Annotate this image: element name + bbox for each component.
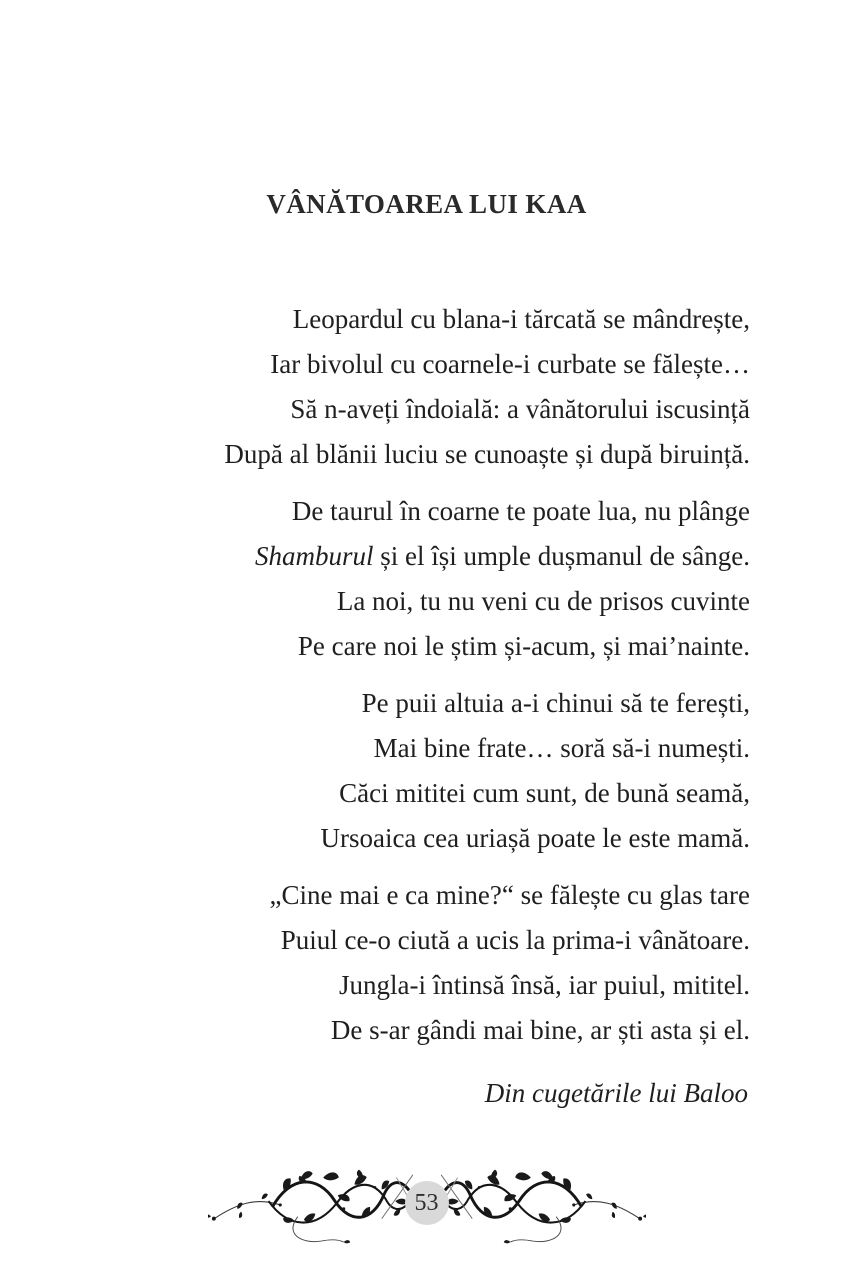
stanza (100, 681, 750, 861)
page-number: 53 (414, 1189, 439, 1216)
stanza (100, 873, 750, 1053)
poem-line: „Cine mai e ca mine?“ se fălește cu glas tare (269, 880, 750, 910)
poem-line: Pe puii altuia a-i chinui să te ferești, (361, 688, 750, 718)
stanza (100, 297, 750, 477)
floral-flourish-left-icon (208, 1157, 413, 1249)
poem-line: Căci mititei cum sunt, de bună seamă, (339, 778, 750, 808)
poem-line: Iar bivolul cu coarnele-i curbate se fălește… (270, 349, 750, 379)
poem-attribution: Din cugetările lui Baloo (484, 1078, 748, 1108)
page-number-badge (405, 1181, 449, 1225)
poem (100, 297, 750, 1065)
poem-line: Puiul ce-o ciută a ucis la prima-i vânătoare. (280, 925, 750, 955)
poem-line: Pe care noi le știm și-acum, și mai’nainte. (297, 631, 750, 661)
poem-line: De taurul în coarne te poate lua, nu plânge (291, 496, 750, 526)
stanza (100, 489, 750, 669)
poem-line: Ursoaica cea uriașă poate le este mamă. (320, 823, 750, 853)
poem-line: Leopardul cu blana-i tărcată se mândrește, (292, 304, 750, 334)
poem-line: Mai bine frate… soră să-i numești. (373, 733, 750, 763)
poem-line: Să n-aveți îndoială: a vânătorului iscusință (290, 394, 750, 424)
poem-line: După al blănii luciu se cunoaște și după biruință. (224, 439, 750, 469)
poem-line: La noi, tu nu veni cu de prisos cuvinte (336, 586, 750, 616)
footer-ornament (0, 1155, 853, 1251)
chapter-title: VÂNĂTOAREA LUI KAA (266, 189, 587, 219)
poem-line: De s-ar gândi mai bine, ar ști asta și el. (330, 1015, 750, 1045)
poem-line: Shamburul și el își umple dușmanul de sânge. (255, 541, 750, 571)
poem-line: Jungla-i întinsă însă, iar puiul, mititel. (339, 970, 750, 1000)
floral-flourish-right-icon (441, 1157, 646, 1249)
